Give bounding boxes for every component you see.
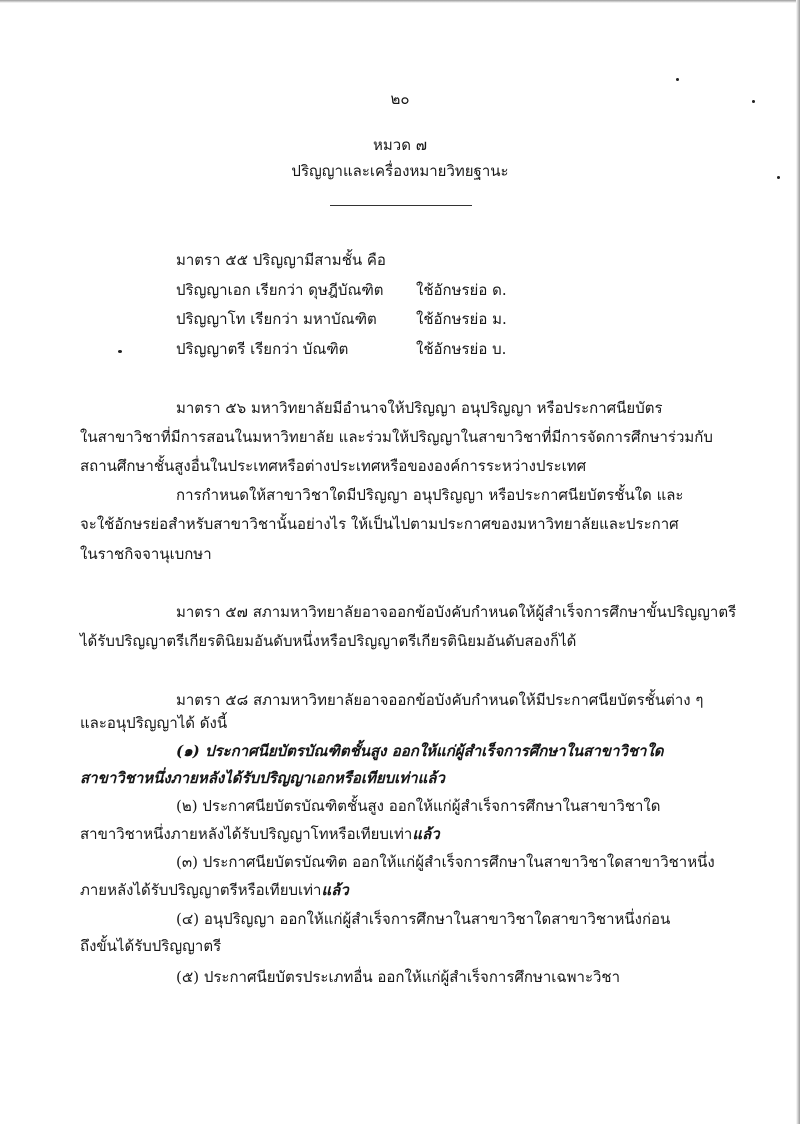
chapter-subtitle: ปริญญาและเครื่องหมายวิทยฐานะ (291, 162, 509, 180)
section-58-item-2 (80, 823, 440, 845)
degree-row-abbr: ใช้อักษรย่อ ด. (416, 281, 507, 299)
section-58-line: มาตรา ๕๘ สภามหาวิทยาลัยอาจออกข้อบังคับกำหนดให้มีประกาศนียบัตรชั้นต่าง ๆ (176, 691, 704, 709)
section-57-line: ได้รับปริญญาตรีเกียรตินิยมอันดับหนึ่งหรือปริญญาตรีเกียรตินิยมอันดับสองก็ได้ (80, 632, 577, 650)
degree-row-name: ปริญญาตรี เรียกว่า บัณฑิต (176, 340, 349, 358)
item-text-emphasis: แล้ว (412, 825, 440, 843)
section-57-line: มาตรา ๕๗ สภามหาวิทยาลัยอาจออกข้อบังคับกำหนดให้ผู้สำเร็จการศึกษาขั้นปริญญาตรี (176, 603, 737, 621)
page-number: ๒๐ (390, 90, 410, 108)
item-text-emphasis: แล้ว (321, 881, 349, 899)
section-58-item-4: ถึงขั้นได้รับปริญญาตรี (80, 937, 222, 955)
scan-speck (118, 350, 122, 353)
degree-row-name: ปริญญาเอก เรียกว่า ดุษฎีบัณฑิต (176, 281, 384, 299)
section-56-line: การกำหนดให้สาขาวิชาใดมีปริญญา อนุปริญญา หรือประกาศนียบัตรชั้นใด และ (176, 486, 684, 504)
section-55-heading: มาตรา ๕๕ ปริญญามีสามชั้น คือ (176, 251, 386, 269)
item-text: ภายหลังได้รับปริญญาตรีหรือเทียบเท่า (80, 881, 322, 899)
degree-row-name: ปริญญาโท เรียกว่า มหาบัณฑิต (176, 310, 377, 328)
section-58-item-1: (๑) ประกาศนียบัตรบัณฑิตชั้นสูง ออกให้แก่ผู้สำเร็จการศึกษาในสาขาวิชาใด (176, 742, 664, 760)
section-58-line: และอนุปริญญาได้ ดังนี้ (80, 714, 228, 732)
section-58-item-4: (๔) อนุปริญญา ออกให้แก่ผู้สำเร็จการศึกษาในสาขาวิชาใดสาขาวิชาหนึ่งก่อน (176, 910, 671, 928)
section-58-item-2: (๒) ประกาศนียบัตรบัณฑิตชั้นสูง ออกให้แก่ผู้สำเร็จการศึกษาในสาขาวิชาใด (176, 797, 661, 815)
scan-speck (676, 78, 679, 81)
section-56-line: สถานศึกษาชั้นสูงอื่นในประเทศหรือต่างประเทศหรือขององค์การระหว่างประเทศ (80, 457, 587, 475)
section-58-item-3 (80, 879, 349, 901)
section-56-line: มาตรา ๕๖ มหาวิทยาลัยมีอำนาจให้ปริญญา อนุปริญญา หรือประกาศนียบัตร (176, 399, 663, 417)
chapter-title: หมวด ๗ (373, 136, 427, 154)
item-text: สาขาวิชาหนึ่งภายหลังได้รับปริญญาโทหรือเทียบเท่า (80, 825, 413, 843)
degree-row-abbr: ใช้อักษรย่อ ม. (416, 310, 507, 328)
section-56-line: ในสาขาวิชาที่มีการสอนในมหาวิทยาลัย และร่วมให้ปริญญาในสาขาวิชาที่มีการจัดการศึกษาร่วมกับ (80, 428, 713, 446)
degree-row-abbr: ใช้อักษรย่อ บ. (416, 340, 507, 358)
title-divider (330, 205, 472, 206)
section-56-line: จะใช้อักษรย่อสำหรับสาขาวิชานั้นอย่างไร ให้เป็นไปตามประกาศของมหาวิทยาลัยและประกาศ (80, 515, 679, 533)
section-58-item-1: สาขาวิชาหนึ่งภายหลังได้รับปริญญาเอกหรือเทียบเท่าแล้ว (80, 769, 445, 787)
section-58-item-5: (๕) ประกาศนียบัตรประเภทอื่น ออกให้แก่ผู้สำเร็จการศึกษาเฉพาะวิชา (176, 968, 621, 986)
section-56-line: ในราชกิจจานุเบกษา (80, 545, 212, 563)
section-58-item-3: (๓) ประกาศนียบัตรบัณฑิต ออกให้แก่ผู้สำเร็จการศึกษาในสาขาวิชาใดสาขาวิชาหนึ่ง (176, 853, 715, 871)
scan-edge-top (0, 0, 800, 3)
